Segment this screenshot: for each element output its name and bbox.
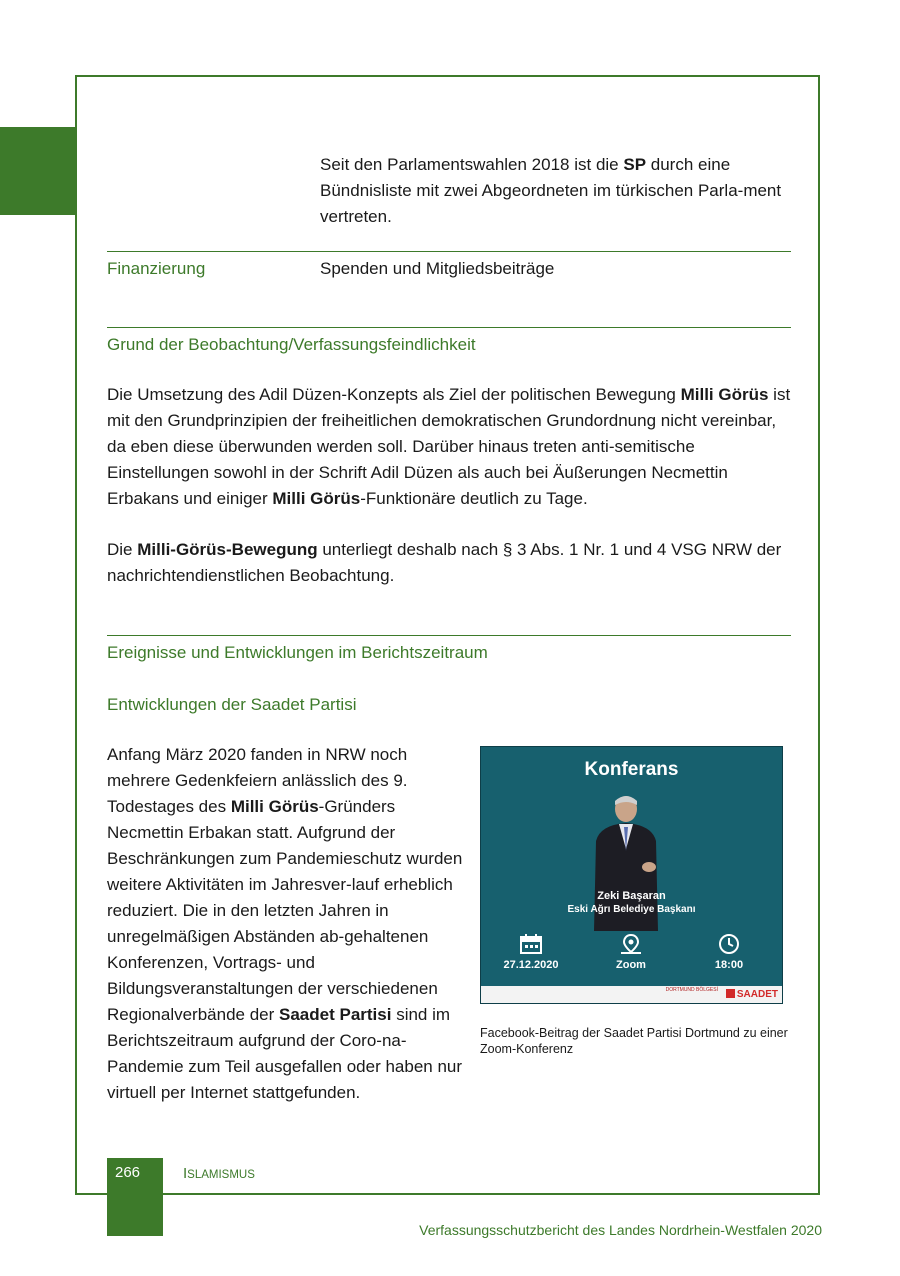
reason-p1-bold-1: Milli Görüs	[680, 385, 769, 404]
conference-poster-image	[480, 746, 783, 1004]
poster-platform: Zoom	[616, 959, 646, 971]
saadet-paragraph	[107, 742, 472, 1106]
intro-sp-bold: SP	[623, 155, 647, 174]
intro-text-2: durch eine Bündnisliste mit zwei Abgeordneten im türkischen Parla-ment vertreten.	[320, 155, 782, 226]
saadet-logo-text: SAADET	[736, 989, 778, 1000]
saadet-text-1: Anfang März 2020 fanden in NRW noch mehrere Gedenkfeiern anlässlich des 9. Todestages des	[107, 745, 408, 816]
poster-footer-region: DORTMUND BÖLGESİ	[665, 987, 718, 993]
chapter-rest: SLAMISMUS	[187, 1169, 255, 1181]
clock-icon	[717, 933, 741, 955]
reason-p2-bold: Milli-Görüs-Bewegung	[137, 540, 318, 559]
reason-p2-text-1: Die	[107, 540, 138, 559]
reason-p1-bold-2: Milli Görüs	[272, 489, 361, 508]
divider-events	[107, 635, 791, 636]
saadet-heading: Entwicklungen der Saadet Partisi	[107, 695, 357, 714]
reason-p1-text-2: ist mit den Grundprinzipien der freiheitlichen demokratischen Grundordnung nicht vereinbar, da eben diese überwunden werden soll. Darüber hinaus treten anti-semitische Einstellungen sowohl in der Schrift Adil Düzen als auch bei Äußerungen Necmettin Erbakans und einiger	[107, 385, 791, 508]
intro-paragraph	[320, 152, 790, 230]
image-caption: Facebook-Beitrag der Saadet Partisi Dortmund zu einer Zoom-Konferenz	[480, 1026, 788, 1056]
divider-financing	[107, 251, 791, 252]
poster-footer	[481, 986, 782, 1003]
saadet-bold-2: Saadet Partisi	[279, 1005, 392, 1024]
divider-reason	[107, 327, 791, 328]
saadet-bold-1: Milli Görüs	[230, 797, 319, 816]
chapter-initial: I	[183, 1165, 188, 1182]
report-title: Verfassungsschutzbericht des Landes Nordrhein-Westfalen 2020	[419, 1222, 822, 1238]
speaker-subtitle: Eski Ağrı Belediye Başkanı	[567, 904, 696, 915]
poster-date: 27.12.2020	[503, 959, 559, 971]
poster-title: Konferans	[584, 759, 679, 780]
financing-value: Spenden und Mitgliedsbeiträge	[320, 259, 555, 278]
reason-paragraph-2	[107, 537, 792, 589]
saadet-text-2: -Gründers Necmettin Erbakan statt. Aufgrund der Beschränkungen zum Pandemieschutz wurden weitere Aktivitäten im Jahresver-lauf erheblich reduziert. Die in den letzten Jahren in unregelmäßigen Abständen ab-gehaltenen Konferenzen, Vortrags- und Bildungsveranstaltungen der verschiedenen Regionalverbände der	[107, 797, 463, 1024]
chapter-tab-marker	[0, 127, 76, 215]
calendar-icon	[519, 933, 543, 955]
reason-paragraph-1	[107, 382, 792, 512]
events-heading: Ereignisse und Entwicklungen im Berichtszeitraum	[107, 643, 488, 662]
intro-text-1: Seit den Parlamentswahlen 2018 ist die	[320, 155, 624, 174]
chapter-title	[183, 1165, 255, 1182]
page-number: 266	[115, 1164, 141, 1181]
speaker-name: Zeki Başaran	[597, 890, 666, 902]
financing-label: Finanzierung	[107, 259, 206, 278]
reason-heading: Grund der Beobachtung/Verfassungsfeindlichkeit	[107, 335, 476, 354]
poster-time: 18:00	[714, 959, 744, 971]
location-pin-icon	[619, 933, 643, 955]
reason-p1-text-1: Die Umsetzung des Adil Düzen-Konzepts als Ziel der politischen Bewegung	[107, 385, 681, 404]
saadet-logo	[726, 989, 778, 1000]
reason-p1-text-3: -Funktionäre deutlich zu Tage.	[360, 489, 588, 508]
reason-p2-text-2: unterliegt deshalb nach § 3 Abs. 1 Nr. 1 und 4 VSG NRW der nachrichtendienstlichen Beobachtung.	[107, 540, 782, 585]
saadet-text-3: sind im Berichtszeitraum aufgrund der Coro-na-Pandemie zum Teil ausgefallen oder haben nur virtuell per Internet stattgefunden.	[107, 1005, 463, 1102]
